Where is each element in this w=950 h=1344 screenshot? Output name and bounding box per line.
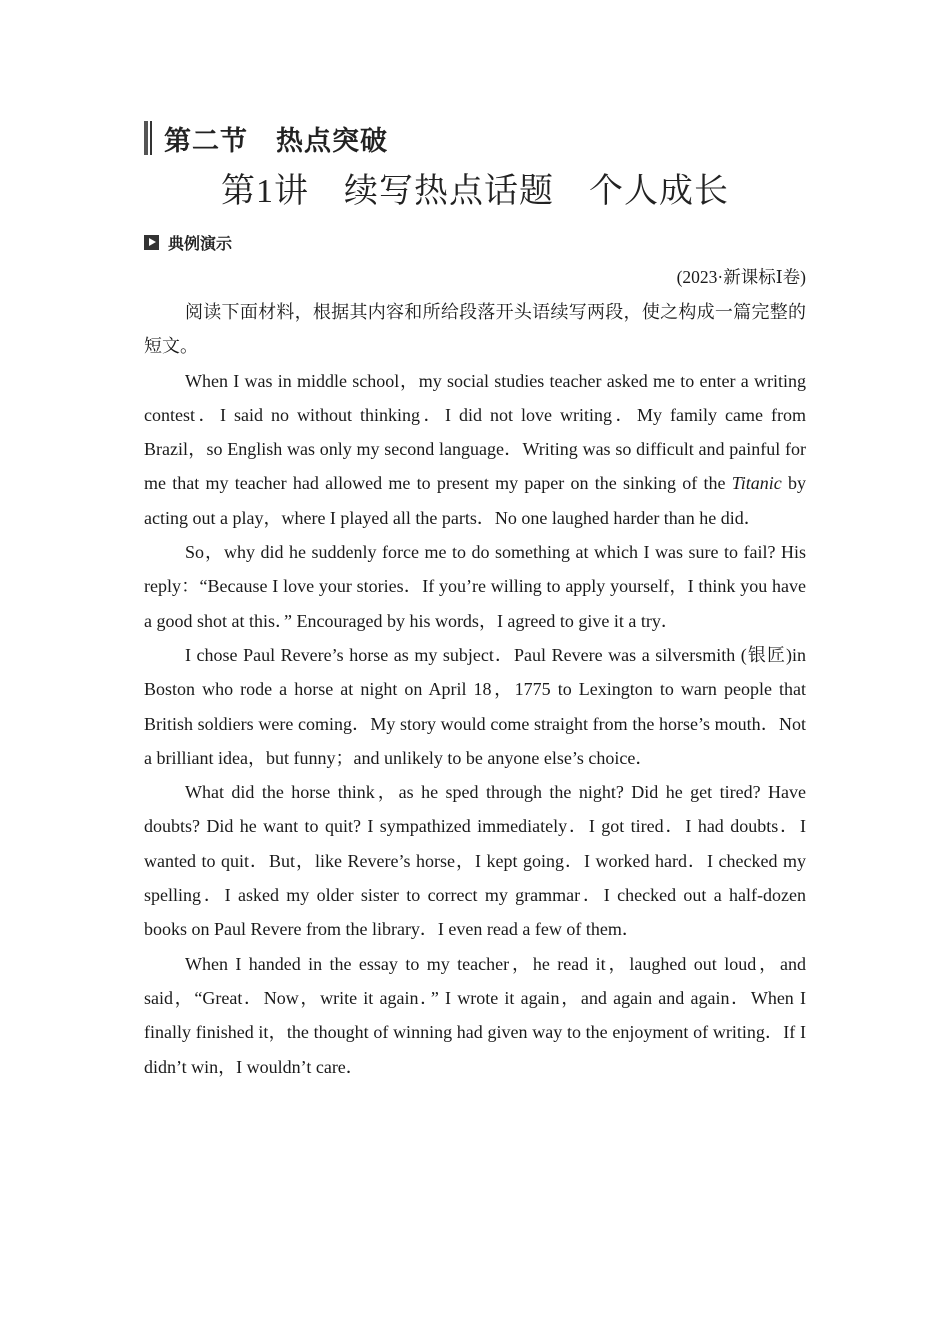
lecture-title: 第1讲 续写热点话题 个人成长 xyxy=(221,173,729,210)
example-label: 典例演示 xyxy=(168,233,233,253)
passage-paragraph-4: What did the horse think，as he sped through the night? Did he get tired? Have doubts? Did he want to quit? I sympathized immediately．I got tired．I had doubts．I wanted to quit．But，like Revere’s horse，I kept going．I worked hard．I checked my spelling．I asked my older sister to correct my grammar．I checked out a half-dozen books on Paul Revere from the library．I even read a few of them． xyxy=(144,782,806,940)
section-header xyxy=(144,118,806,158)
document-page xyxy=(144,118,806,1084)
example-header xyxy=(144,230,806,254)
section-marker-icon xyxy=(144,121,152,155)
instructions: 阅读下面材料，根据其内容和所给段落开头语续写两段，使之构成一篇完整的短文。 xyxy=(144,302,806,357)
passage-text: When I was in middle school，my social studies teacher asked me to enter a writing contest．I said no without thinking．I did not love writing．My family came from Brazil，so English was only my second language．Writing was so difficult and painful for me that my teacher had allowed me to present my paper on the sinking of the xyxy=(144,370,806,494)
passage-text: by acting out a play，where I played all the parts．No one laughed harder than he did． xyxy=(144,473,807,528)
italic-title: Titanic xyxy=(731,473,782,494)
passage-paragraph-5: When I handed in the essay to my teacher，he read it，laughed out loud，and said，“Great．Now，write it again．” I wrote it again，and again and again．When I finally finished it，the thought of winning had given way to the enjoyment of writing．If I didn’t win，I wouldn’t care． xyxy=(144,953,806,1077)
exam-source: (2023·新课标Ⅰ卷) xyxy=(676,267,806,287)
passage-paragraph-3: I chose Paul Revere’s horse as my subject．Paul Revere was a silversmith (银匠)in Boston who rode a horse at night on April 18，1775 to Lexington to warn people that British soldiers were coming．My story would come straight from the horse’s mouth．Not a brilliant idea，but funny；and unlikely to be anyone else’s choice． xyxy=(144,644,806,768)
passage-paragraph-1 xyxy=(144,364,806,535)
passage-paragraph-2: So，why did he suddenly force me to do something at which I was sure to fail? His reply：“Because I love your stories．If you’re willing to apply yourself，I think you have a good shot at this．” Encouraged by his words，I agreed to give it a try． xyxy=(144,542,806,631)
section-title: 第二节 热点突破 xyxy=(164,125,388,157)
play-icon xyxy=(144,235,159,250)
